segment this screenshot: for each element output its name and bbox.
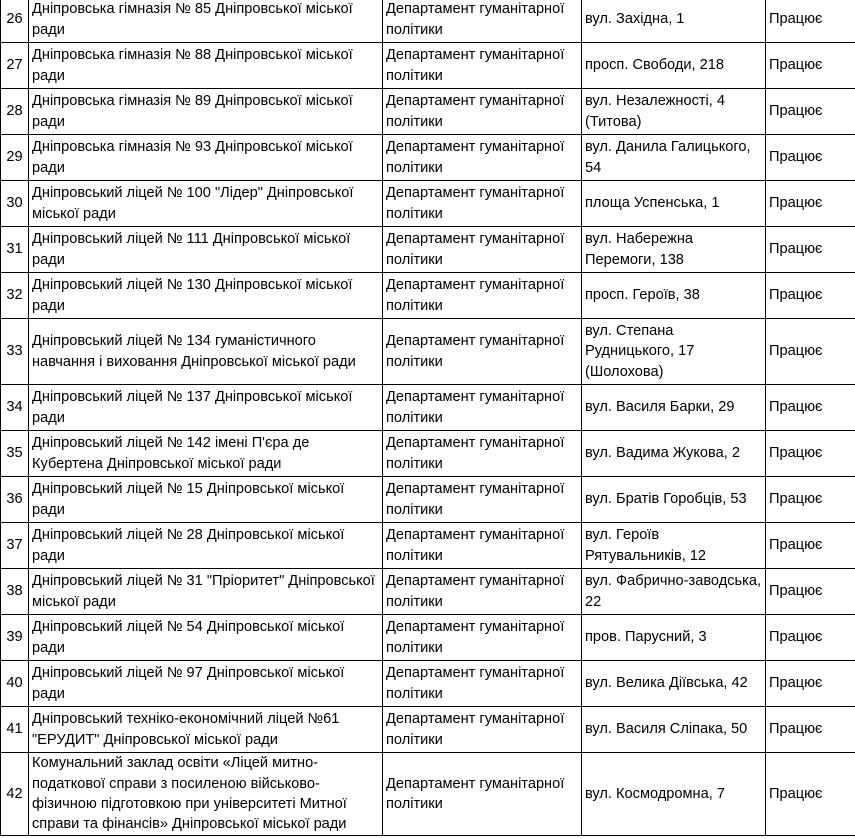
status-cell[interactable]: Працює xyxy=(766,707,855,753)
table-row xyxy=(1,431,855,477)
department-cell[interactable]: Департамент гуманітарної політики xyxy=(383,319,582,385)
row-number[interactable]: 38 xyxy=(1,569,29,615)
table-row xyxy=(1,135,855,181)
department-cell[interactable]: Департамент гуманітарної політики xyxy=(383,385,582,431)
status-cell[interactable]: Працює xyxy=(766,0,855,43)
status-cell[interactable]: Працює xyxy=(766,319,855,385)
institution-name-cell[interactable]: Дніпровська гімназія № 89 Дніпровської міської ради xyxy=(29,89,383,135)
table-row xyxy=(1,753,855,836)
row-number[interactable]: 37 xyxy=(1,523,29,569)
status-cell[interactable]: Працює xyxy=(766,569,855,615)
department-cell[interactable]: Департамент гуманітарної політики xyxy=(383,477,582,523)
institution-name-cell[interactable]: Дніпровський ліцей № 130 Дніпровської міської ради xyxy=(29,273,383,319)
table-row xyxy=(1,477,855,523)
department-cell[interactable]: Департамент гуманітарної політики xyxy=(383,43,582,89)
institution-name-cell[interactable]: Дніпровський ліцей № 97 Дніпровської міської ради xyxy=(29,661,383,707)
institution-name-cell[interactable]: Дніпровський ліцей № 100 "Лідер" Дніпровської міської ради xyxy=(29,181,383,227)
table-row xyxy=(1,89,855,135)
table-row xyxy=(1,43,855,89)
department-cell[interactable]: Департамент гуманітарної політики xyxy=(383,615,582,661)
institution-name-cell[interactable]: Дніпровський ліцей № 28 Дніпровської міської ради xyxy=(29,523,383,569)
address-cell[interactable]: вул. Західна, 1 xyxy=(582,0,766,43)
row-number[interactable]: 27 xyxy=(1,43,29,89)
address-cell[interactable]: площа Успенська, 1 xyxy=(582,181,766,227)
address-cell[interactable]: вул. Данила Галицького, 54 xyxy=(582,135,766,181)
status-cell[interactable]: Працює xyxy=(766,273,855,319)
institution-name-cell[interactable]: Дніпровський ліцей № 54 Дніпровської міської ради xyxy=(29,615,383,661)
address-cell[interactable]: пров. Парусний, 3 xyxy=(582,615,766,661)
address-cell[interactable]: вул. Степана Рудницького, 17 (Шолохова) xyxy=(582,319,766,385)
address-cell[interactable]: вул. Незалежності, 4 (Титова) xyxy=(582,89,766,135)
status-cell[interactable]: Працює xyxy=(766,227,855,273)
status-cell[interactable]: Працює xyxy=(766,661,855,707)
table-row xyxy=(1,319,855,385)
row-number[interactable]: 35 xyxy=(1,431,29,477)
address-cell[interactable]: вул. Вадима Жукова, 2 xyxy=(582,431,766,477)
institution-name-cell[interactable]: Дніпровський ліцей № 134 гуманістичного навчання і виховання Дніпровської міської ради xyxy=(29,319,383,385)
status-cell[interactable]: Працює xyxy=(766,89,855,135)
department-cell[interactable]: Департамент гуманітарної політики xyxy=(383,0,582,43)
institution-name-cell[interactable]: Дніпровський ліцей № 15 Дніпровської міської ради xyxy=(29,477,383,523)
status-cell[interactable]: Працює xyxy=(766,181,855,227)
address-cell[interactable]: вул. Набережна Перемоги, 138 xyxy=(582,227,766,273)
address-cell[interactable]: вул. Братів Горобців, 53 xyxy=(582,477,766,523)
status-cell[interactable]: Працює xyxy=(766,135,855,181)
row-number[interactable]: 33 xyxy=(1,319,29,385)
row-number[interactable]: 36 xyxy=(1,477,29,523)
department-cell[interactable]: Департамент гуманітарної політики xyxy=(383,135,582,181)
table-row xyxy=(1,227,855,273)
status-cell[interactable]: Працює xyxy=(766,43,855,89)
status-cell[interactable]: Працює xyxy=(766,523,855,569)
department-cell[interactable]: Департамент гуманітарної політики xyxy=(383,523,582,569)
table-row xyxy=(1,181,855,227)
address-cell[interactable]: вул. Василя Барки, 29 xyxy=(582,385,766,431)
table-row xyxy=(1,661,855,707)
row-number[interactable]: 32 xyxy=(1,273,29,319)
address-cell[interactable]: вул. Героїв Рятувальників, 12 xyxy=(582,523,766,569)
institution-name-cell[interactable]: Дніпровський техніко-економічний ліцей №61 "ЕРУДИТ" Дніпровської міської ради xyxy=(29,707,383,753)
institution-name-cell[interactable]: Дніпровський ліцей № 111 Дніпровської міської ради xyxy=(29,227,383,273)
row-number[interactable]: 30 xyxy=(1,181,29,227)
row-number[interactable]: 28 xyxy=(1,89,29,135)
address-cell[interactable]: вул. Космодромна, 7 xyxy=(582,753,766,836)
institution-name-cell[interactable]: Дніпровська гімназія № 85 Дніпровської міської ради xyxy=(29,0,383,43)
address-cell[interactable]: просп. Свободи, 218 xyxy=(582,43,766,89)
address-cell[interactable]: просп. Героїв, 38 xyxy=(582,273,766,319)
row-number[interactable]: 41 xyxy=(1,707,29,753)
department-cell[interactable]: Департамент гуманітарної політики xyxy=(383,431,582,477)
department-cell[interactable]: Департамент гуманітарної політики xyxy=(383,569,582,615)
institution-name-cell[interactable]: Дніпровський ліцей № 137 Дніпровської міської ради xyxy=(29,385,383,431)
table-row xyxy=(1,707,855,753)
row-number[interactable]: 26 xyxy=(1,0,29,43)
institution-name-cell[interactable]: Комунальний заклад освіти «Ліцей митно-податкової справи з посиленою військово-фізичною підготовкою при університеті Митної справи та фінансів» Дніпровської міської ради xyxy=(29,753,383,836)
row-number[interactable]: 31 xyxy=(1,227,29,273)
status-cell[interactable]: Працює xyxy=(766,431,855,477)
status-cell[interactable]: Працює xyxy=(766,615,855,661)
table-row xyxy=(1,569,855,615)
row-number[interactable]: 40 xyxy=(1,661,29,707)
institution-name-cell[interactable]: Дніпровський ліцей № 142 імені П'єра де Кубертена Дніпровської міської ради xyxy=(29,431,383,477)
department-cell[interactable]: Департамент гуманітарної політики xyxy=(383,89,582,135)
table-row xyxy=(1,385,855,431)
table-row xyxy=(1,273,855,319)
row-number[interactable]: 39 xyxy=(1,615,29,661)
institution-name-cell[interactable]: Дніпровський ліцей № 31 "Пріоритет" Дніпровської міської ради xyxy=(29,569,383,615)
address-cell[interactable]: вул. Василя Сліпака, 50 xyxy=(582,707,766,753)
table-row xyxy=(1,0,855,43)
status-cell[interactable]: Працює xyxy=(766,753,855,836)
status-cell[interactable]: Працює xyxy=(766,385,855,431)
department-cell[interactable]: Департамент гуманітарної політики xyxy=(383,273,582,319)
institution-name-cell[interactable]: Дніпровська гімназія № 88 Дніпровської міської ради xyxy=(29,43,383,89)
department-cell[interactable]: Департамент гуманітарної політики xyxy=(383,661,582,707)
status-cell[interactable]: Працює xyxy=(766,477,855,523)
row-number[interactable]: 42 xyxy=(1,753,29,836)
department-cell[interactable]: Департамент гуманітарної політики xyxy=(383,181,582,227)
row-number[interactable]: 29 xyxy=(1,135,29,181)
department-cell[interactable]: Департамент гуманітарної політики xyxy=(383,753,582,836)
address-cell[interactable]: вул. Фабрично-заводська, 22 xyxy=(582,569,766,615)
institution-name-cell[interactable]: Дніпровська гімназія № 93 Дніпровської міської ради xyxy=(29,135,383,181)
row-number[interactable]: 34 xyxy=(1,385,29,431)
department-cell[interactable]: Департамент гуманітарної політики xyxy=(383,707,582,753)
department-cell[interactable]: Департамент гуманітарної політики xyxy=(383,227,582,273)
table-row xyxy=(1,523,855,569)
table-row xyxy=(1,615,855,661)
address-cell[interactable]: вул. Велика Діївська, 42 xyxy=(582,661,766,707)
